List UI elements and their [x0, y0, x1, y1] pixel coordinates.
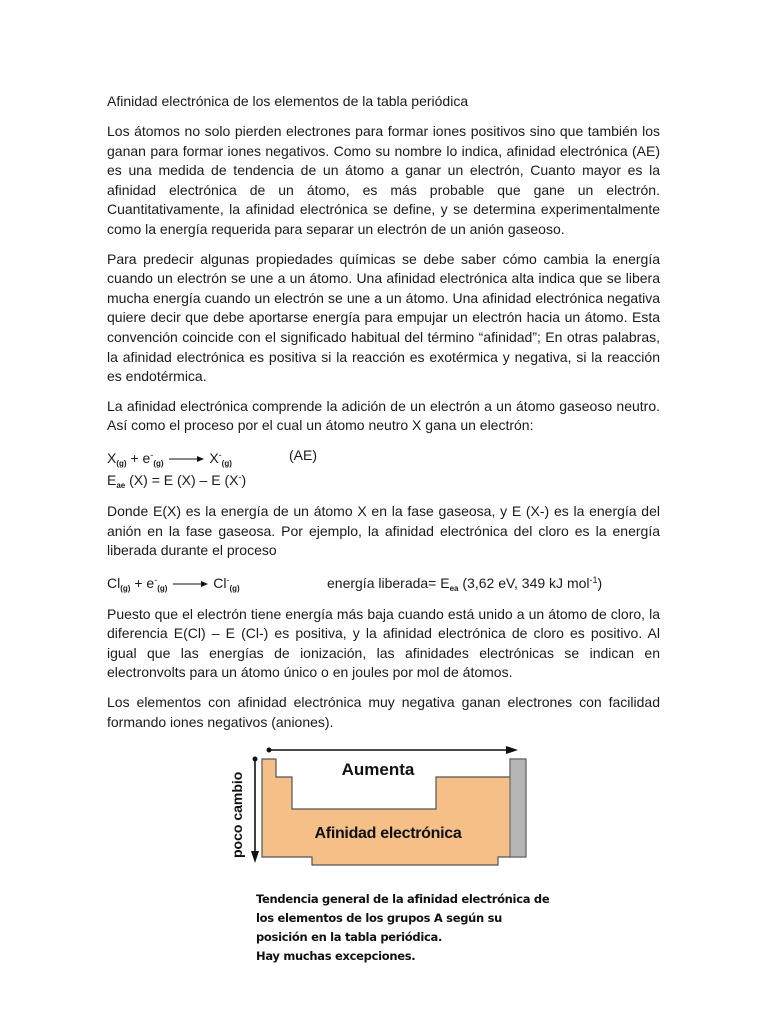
- reaction-arrow-icon: [171, 579, 209, 589]
- right-arrow-icon: [506, 746, 518, 754]
- equation-electron-gain: $X_{(g)} + e^-_{(g)}$ $X^-_{(g)}$ (AE): [107, 446, 317, 468]
- document-page: [107, 92, 660, 742]
- poco-cambio-label: poco cambio: [229, 771, 245, 858]
- affinity-center-label: Afinidad electrónica: [314, 825, 462, 842]
- figure-caption: Tendencia general de la afinidad electrónica de los elementos de los grupos A según su posición en la tabla periódica. Hay muchas excepciones.: [256, 892, 550, 963]
- noble-gas-column: [510, 759, 526, 857]
- arrow-start-dot: [267, 748, 272, 753]
- down-arrow-icon: [251, 851, 259, 863]
- equation-affinity-definition: $E_{ae}$ (X) = E (X) – E (X-): [107, 471, 247, 490]
- paragraph-1: Los átomos no solo pierden electrones para formar iones positivos sino que también los ganan para formar iones negativos. Como su nombre lo indica, afinidad electrónica (AE) es una medida de tendencia de un átomo a ganar un electrón, Cuanto mayor es la afinidad electrónica de un átomo, es más probable que gane un electrón. Cuantitativamente, la afinidad electrónica se define, y se determina experimentalmente como la energía requerida para separar un electrón de un anión gaseoso.: [107, 123, 660, 237]
- reaction-arrow-icon: [167, 454, 205, 464]
- aumenta-label: Aumenta: [341, 760, 415, 779]
- paragraph-4: Donde E(X) es la energía de un átomo X en la fase gaseosa, y E (X-) es la energía del anión en la fase gaseosa. Por ejemplo, la afinidad electrónica del cloro es la energía liberada durante el proceso: [107, 502, 660, 559]
- periodic-table-affinity-figure: [228, 745, 538, 885]
- paragraph-5: Puesto que el electrón tiene energía más baja cuando está unido a un átomo de cloro, la diferencia E(Cl) – E (Cl-) es positiva, y la afinidad electrónica de cloro es positivo. Al igual que las energías de ionización, las afinidades electrónicas se indican en electronvolts para un átomo único o en joules por mol de átomos.: [107, 605, 660, 681]
- document-title: Afinidad electrónica de los elementos de la tabla periódica: [107, 93, 469, 109]
- equation-chlorine: $Cl_{(g)} + e^-_{(g)}$ $Cl^-_{(g)}$ energía liberada= $E_{ea}$ (3,62 eV, 349 kJ mol$^{-1}$): [107, 571, 660, 593]
- energy-released-text: energía liberada= $E_{ea}$ (3,62 eV, 349 kJ mol$^{-1}$): [327, 574, 603, 593]
- arrow-start-dot: [253, 757, 258, 762]
- paragraph-3: La afinidad electrónica comprende la adición de un electrón a un átomo gaseoso neutro. Así como el proceso por el cual un átomo neutro X gana un electrón:: [107, 397, 660, 434]
- paragraph-2: Para predecir algunas propiedades químicas se debe saber cómo cambia la energía cuando un electrón se une a un átomo. Una afinidad electrónica alta indica que se libera mucha energía cuando un electrón se une a un átomo. Una afinidad electrónica negativa quiere decir que debe aportarse energía para empujar un electrón hacia un átomo. Esta convención coincide con el significado habitual del término “afinidad”; En otras palabras, la afinidad electrónica es positiva si la reacción es exotérmica y negativa, si la reacción es endotérmica.: [107, 250, 660, 385]
- equation-label: (AE): [289, 446, 317, 463]
- paragraph-6: Los elementos con afinidad electrónica muy negativa ganan electrones con facilidad formando iones negativos (aniones).: [107, 694, 660, 730]
